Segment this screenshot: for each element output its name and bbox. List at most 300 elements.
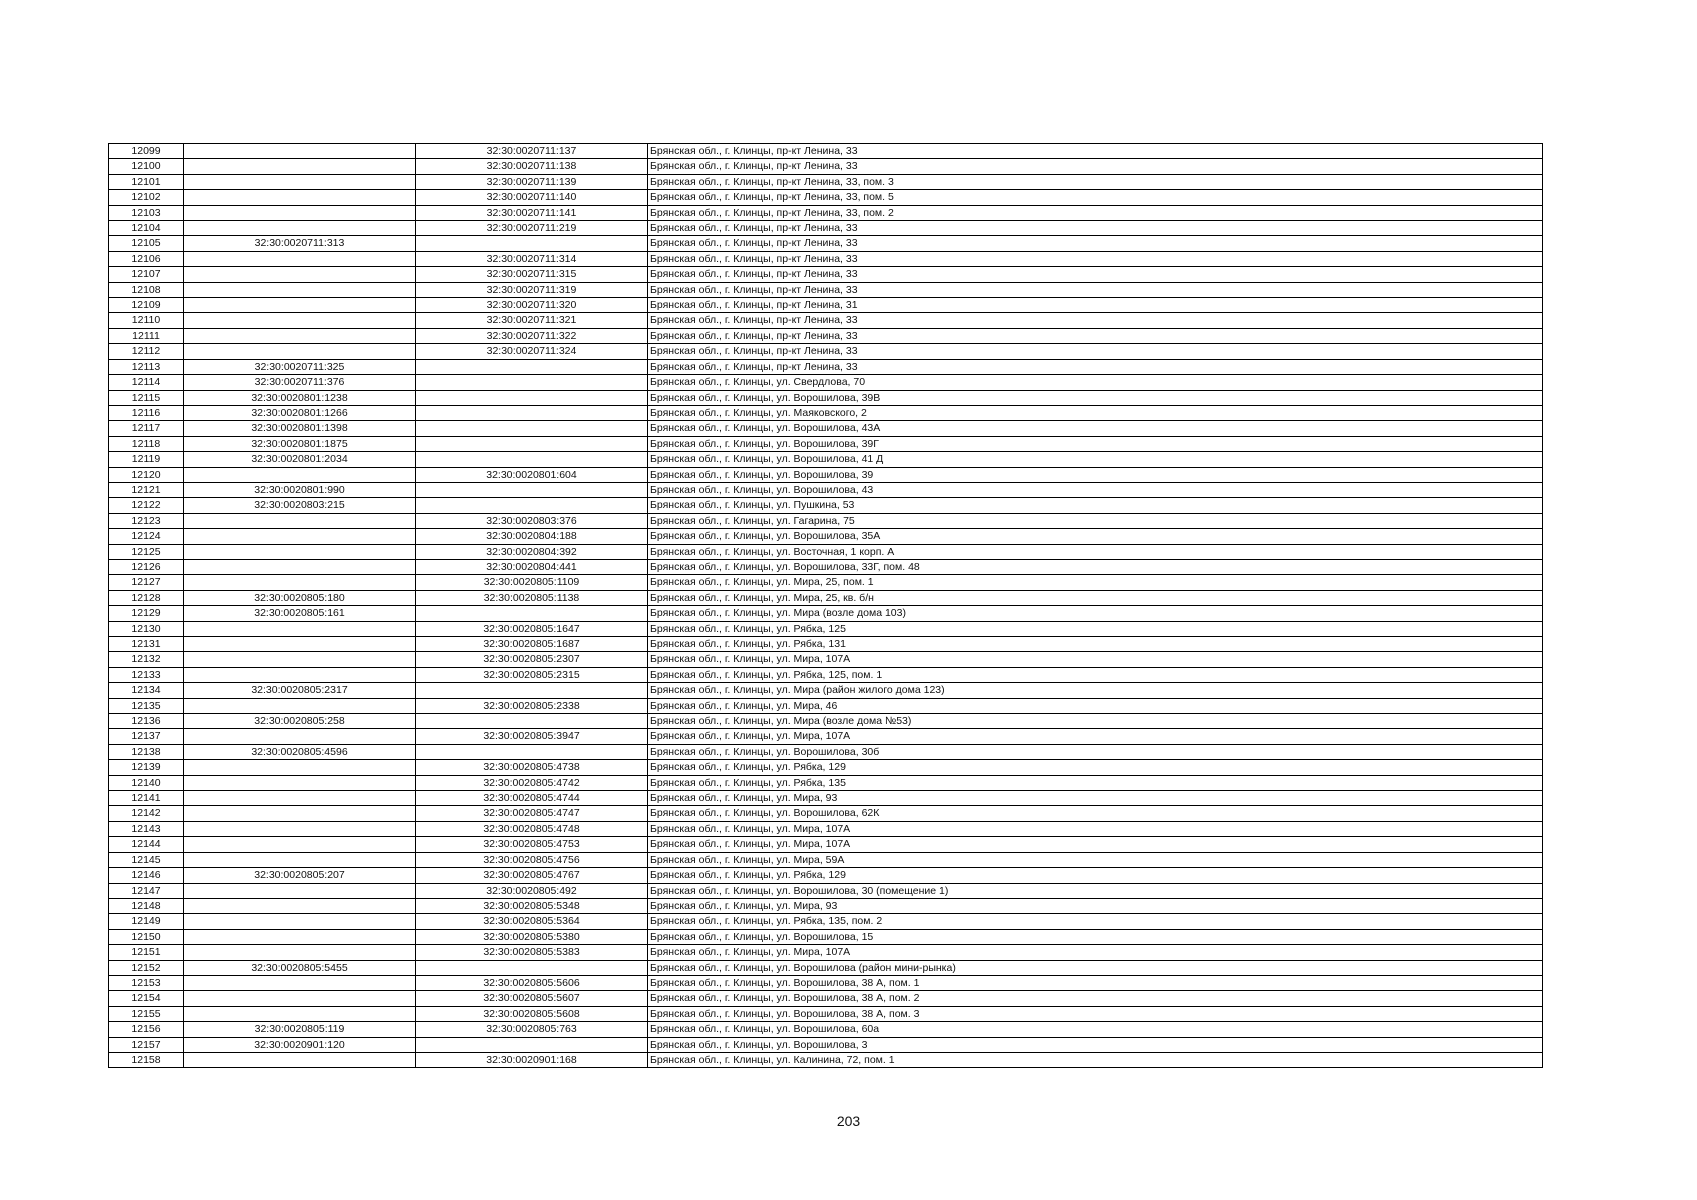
address-cell: Брянская обл., г. Клинцы, пр-кт Ленина, 33 (648, 267, 1543, 282)
address-cell: Брянская обл., г. Клинцы, ул. Мира, 25, пом. 1 (648, 575, 1543, 590)
address-cell: Брянская обл., г. Клинцы, ул. Ворошилова, 43 (648, 482, 1543, 497)
table-row (109, 236, 1543, 251)
table-row (109, 667, 1543, 682)
address-cell: Брянская обл., г. Клинцы, пр-кт Ленина, 33 (648, 282, 1543, 297)
table-row (109, 190, 1543, 205)
object-cadastral-number-cell: 32:30:0020711:320 (416, 298, 648, 313)
row-number-cell: 12111 (109, 328, 184, 343)
object-cadastral-number-cell (416, 744, 648, 759)
object-cadastral-number-cell: 32:30:0020805:4756 (416, 852, 648, 867)
table-row (109, 991, 1543, 1006)
object-cadastral-number-cell: 32:30:0020803:376 (416, 513, 648, 528)
object-cadastral-number-cell: 32:30:0020805:1647 (416, 621, 648, 636)
table-row (109, 698, 1543, 713)
table-row (109, 883, 1543, 898)
row-number-cell: 12127 (109, 575, 184, 590)
row-number-cell: 12141 (109, 791, 184, 806)
object-cadastral-number-cell: 32:30:0020711:319 (416, 282, 648, 297)
object-cadastral-number-cell: 32:30:0020805:1687 (416, 637, 648, 652)
cadastral-number-cell: 32:30:0020805:5455 (184, 960, 416, 975)
cadastral-number-cell (184, 467, 416, 482)
object-cadastral-number-cell: 32:30:0020805:5383 (416, 945, 648, 960)
cadastral-number-cell: 32:30:0020711:376 (184, 375, 416, 390)
table-row (109, 1052, 1543, 1067)
table-row (109, 405, 1543, 420)
row-number-cell: 12120 (109, 467, 184, 482)
row-number-cell: 12139 (109, 760, 184, 775)
address-cell: Брянская обл., г. Клинцы, ул. Рябка, 125, пом. 1 (648, 667, 1543, 682)
row-number-cell: 12100 (109, 159, 184, 174)
cadastral-number-cell (184, 883, 416, 898)
cadastral-number-cell (184, 159, 416, 174)
cadastral-number-cell: 32:30:0020801:1266 (184, 405, 416, 420)
table-row (109, 482, 1543, 497)
cadastral-number-cell (184, 205, 416, 220)
object-cadastral-number-cell: 32:30:0020805:5364 (416, 914, 648, 929)
table-row (109, 513, 1543, 528)
row-number-cell: 12154 (109, 991, 184, 1006)
object-cadastral-number-cell: 32:30:0020711:314 (416, 251, 648, 266)
cadastral-number-cell (184, 975, 416, 990)
row-number-cell: 12131 (109, 637, 184, 652)
address-cell: Брянская обл., г. Клинцы, ул. Ворошилова, 33Г, пом. 48 (648, 559, 1543, 574)
cadastral-number-cell (184, 775, 416, 790)
address-cell: Брянская обл., г. Клинцы, ул. Гагарина, 75 (648, 513, 1543, 528)
cadastral-number-cell (184, 575, 416, 590)
table-row (109, 298, 1543, 313)
object-cadastral-number-cell: 32:30:0020711:138 (416, 159, 648, 174)
address-cell: Брянская обл., г. Клинцы, ул. Рябка, 129 (648, 760, 1543, 775)
cadastral-number-cell (184, 313, 416, 328)
table-row (109, 267, 1543, 282)
registry-table (108, 143, 1543, 1068)
row-number-cell: 12114 (109, 375, 184, 390)
object-cadastral-number-cell (416, 1037, 648, 1052)
cadastral-number-cell (184, 637, 416, 652)
address-cell: Брянская обл., г. Клинцы, ул. Ворошилова, 38 А, пом. 3 (648, 1006, 1543, 1021)
row-number-cell: 12106 (109, 251, 184, 266)
cadastral-number-cell: 32:30:0020805:207 (184, 868, 416, 883)
table-row (109, 837, 1543, 852)
row-number-cell: 12126 (109, 559, 184, 574)
table-row (109, 929, 1543, 944)
cadastral-number-cell: 32:30:0020901:120 (184, 1037, 416, 1052)
address-cell: Брянская обл., г. Клинцы, пр-кт Ленина, 33 (648, 159, 1543, 174)
object-cadastral-number-cell (416, 390, 648, 405)
row-number-cell: 12151 (109, 945, 184, 960)
row-number-cell: 12116 (109, 405, 184, 420)
cadastral-number-cell: 32:30:0020805:258 (184, 714, 416, 729)
address-cell: Брянская обл., г. Клинцы, ул. Ворошилова, 30б (648, 744, 1543, 759)
row-number-cell: 12108 (109, 282, 184, 297)
object-cadastral-number-cell: 32:30:0020805:3947 (416, 729, 648, 744)
object-cadastral-number-cell: 32:30:0020805:1109 (416, 575, 648, 590)
cadastral-number-cell (184, 852, 416, 867)
table-row (109, 159, 1543, 174)
row-number-cell: 12155 (109, 1006, 184, 1021)
table-row (109, 821, 1543, 836)
cadastral-number-cell (184, 806, 416, 821)
address-cell: Брянская обл., г. Клинцы, пр-кт Ленина, 33 (648, 344, 1543, 359)
row-number-cell: 12136 (109, 714, 184, 729)
page-number: 203 (836, 1113, 861, 1129)
table-row (109, 868, 1543, 883)
object-cadastral-number-cell: 32:30:0020805:4744 (416, 791, 648, 806)
object-cadastral-number-cell (416, 482, 648, 497)
object-cadastral-number-cell: 32:30:0020805:4748 (416, 821, 648, 836)
row-number-cell: 12147 (109, 883, 184, 898)
object-cadastral-number-cell: 32:30:0020805:2338 (416, 698, 648, 713)
address-cell: Брянская обл., г. Клинцы, ул. Мира, 46 (648, 698, 1543, 713)
cadastral-number-cell (184, 190, 416, 205)
object-cadastral-number-cell: 32:30:0020805:763 (416, 1022, 648, 1037)
object-cadastral-number-cell (416, 359, 648, 374)
object-cadastral-number-cell (416, 421, 648, 436)
address-cell: Брянская обл., г. Клинцы, ул. Пушкина, 53 (648, 498, 1543, 513)
cadastral-number-cell: 32:30:0020711:325 (184, 359, 416, 374)
row-number-cell: 12138 (109, 744, 184, 759)
row-number-cell: 12130 (109, 621, 184, 636)
cadastral-number-cell (184, 174, 416, 189)
cadastral-number-cell (184, 1006, 416, 1021)
object-cadastral-number-cell: 32:30:0020711:324 (416, 344, 648, 359)
object-cadastral-number-cell: 32:30:0020804:188 (416, 529, 648, 544)
address-cell: Брянская обл., г. Клинцы, ул. Ворошилова, 38 А, пом. 2 (648, 991, 1543, 1006)
cadastral-number-cell (184, 251, 416, 266)
object-cadastral-number-cell: 32:30:0020805:2315 (416, 667, 648, 682)
cadastral-number-cell: 32:30:0020805:161 (184, 606, 416, 621)
cadastral-number-cell: 32:30:0020801:1875 (184, 436, 416, 451)
row-number-cell: 12149 (109, 914, 184, 929)
address-cell: Брянская обл., г. Клинцы, ул. Мира, 107А (648, 652, 1543, 667)
row-number-cell: 12105 (109, 236, 184, 251)
address-cell: Брянская обл., г. Клинцы, пр-кт Ленина, 33 (648, 359, 1543, 374)
table-row (109, 359, 1543, 374)
object-cadastral-number-cell (416, 405, 648, 420)
table-row (109, 683, 1543, 698)
table-row (109, 313, 1543, 328)
address-cell: Брянская обл., г. Клинцы, ул. Мира, 59А (648, 852, 1543, 867)
address-cell: Брянская обл., г. Клинцы, ул. Мира (возле дома №53) (648, 714, 1543, 729)
table-row (109, 1006, 1543, 1021)
table-row (109, 205, 1543, 220)
cadastral-number-cell (184, 945, 416, 960)
table-row (109, 775, 1543, 790)
address-cell: Брянская обл., г. Клинцы, ул. Мира, 25, кв. б/н (648, 590, 1543, 605)
cadastral-number-cell (184, 221, 416, 236)
object-cadastral-number-cell: 32:30:0020805:1138 (416, 590, 648, 605)
cadastral-number-cell: 32:30:0020801:1238 (184, 390, 416, 405)
table-row (109, 590, 1543, 605)
object-cadastral-number-cell (416, 236, 648, 251)
address-cell: Брянская обл., г. Клинцы, пр-кт Ленина, 33 (648, 328, 1543, 343)
table-row (109, 344, 1543, 359)
cadastral-number-cell: 32:30:0020805:2317 (184, 683, 416, 698)
table-row (109, 806, 1543, 821)
cadastral-number-cell: 32:30:0020801:990 (184, 482, 416, 497)
row-number-cell: 12135 (109, 698, 184, 713)
cadastral-number-cell (184, 914, 416, 929)
object-cadastral-number-cell: 32:30:0020711:140 (416, 190, 648, 205)
row-number-cell: 12145 (109, 852, 184, 867)
table-row (109, 714, 1543, 729)
row-number-cell: 12156 (109, 1022, 184, 1037)
address-cell: Брянская обл., г. Клинцы, ул. Мира, 107А (648, 945, 1543, 960)
row-number-cell: 12150 (109, 929, 184, 944)
row-number-cell: 12144 (109, 837, 184, 852)
address-cell: Брянская обл., г. Клинцы, ул. Ворошилова, 35А (648, 529, 1543, 544)
row-number-cell: 12158 (109, 1052, 184, 1067)
address-cell: Брянская обл., г. Клинцы, пр-кт Ленина, 33 (648, 236, 1543, 251)
row-number-cell: 12107 (109, 267, 184, 282)
table-row (109, 144, 1543, 159)
table-row (109, 452, 1543, 467)
cadastral-number-cell (184, 698, 416, 713)
table-row (109, 744, 1543, 759)
row-number-cell: 12121 (109, 482, 184, 497)
row-number-cell: 12153 (109, 975, 184, 990)
row-number-cell: 12117 (109, 421, 184, 436)
object-cadastral-number-cell: 32:30:0020711:219 (416, 221, 648, 236)
row-number-cell: 12104 (109, 221, 184, 236)
address-cell: Брянская обл., г. Клинцы, ул. Рябка, 125 (648, 621, 1543, 636)
cadastral-number-cell: 32:30:0020805:180 (184, 590, 416, 605)
address-cell: Брянская обл., г. Клинцы, ул. Ворошилова, 30 (помещение 1) (648, 883, 1543, 898)
object-cadastral-number-cell: 32:30:0020804:392 (416, 544, 648, 559)
cadastral-number-cell (184, 298, 416, 313)
table-row (109, 791, 1543, 806)
object-cadastral-number-cell: 32:30:0020805:2307 (416, 652, 648, 667)
object-cadastral-number-cell: 32:30:0020901:168 (416, 1052, 648, 1067)
registry-table-body (109, 144, 1543, 1068)
object-cadastral-number-cell (416, 436, 648, 451)
table-row (109, 898, 1543, 913)
address-cell: Брянская обл., г. Клинцы, ул. Ворошилова (район мини-рынка) (648, 960, 1543, 975)
cadastral-number-cell (184, 621, 416, 636)
table-row (109, 975, 1543, 990)
address-cell: Брянская обл., г. Клинцы, ул. Калинина, 72, пом. 1 (648, 1052, 1543, 1067)
object-cadastral-number-cell: 32:30:0020711:315 (416, 267, 648, 282)
table-row (109, 544, 1543, 559)
object-cadastral-number-cell (416, 714, 648, 729)
row-number-cell: 12152 (109, 960, 184, 975)
address-cell: Брянская обл., г. Клинцы, пр-кт Ленина, 33 (648, 313, 1543, 328)
object-cadastral-number-cell: 32:30:0020805:4747 (416, 806, 648, 821)
address-cell: Брянская обл., г. Клинцы, пр-кт Ленина, 33 (648, 221, 1543, 236)
row-number-cell: 12119 (109, 452, 184, 467)
cadastral-number-cell (184, 282, 416, 297)
object-cadastral-number-cell: 32:30:0020711:141 (416, 205, 648, 220)
address-cell: Брянская обл., г. Клинцы, ул. Мира (район жилого дома 123) (648, 683, 1543, 698)
object-cadastral-number-cell: 32:30:0020711:137 (416, 144, 648, 159)
object-cadastral-number-cell: 32:30:0020805:4738 (416, 760, 648, 775)
row-number-cell: 12125 (109, 544, 184, 559)
address-cell: Брянская обл., г. Клинцы, ул. Ворошилова, 39Г (648, 436, 1543, 451)
table-row (109, 251, 1543, 266)
cadastral-number-cell (184, 667, 416, 682)
address-cell: Брянская обл., г. Клинцы, ул. Мира, 93 (648, 898, 1543, 913)
table-row (109, 498, 1543, 513)
object-cadastral-number-cell: 32:30:0020805:4767 (416, 868, 648, 883)
row-number-cell: 12103 (109, 205, 184, 220)
object-cadastral-number-cell: 32:30:0020804:441 (416, 559, 648, 574)
address-cell: Брянская обл., г. Клинцы, ул. Мира, 107А (648, 729, 1543, 744)
cadastral-number-cell (184, 529, 416, 544)
table-row (109, 960, 1543, 975)
cadastral-number-cell (184, 544, 416, 559)
cadastral-number-cell (184, 513, 416, 528)
table-row (109, 421, 1543, 436)
row-number-cell: 12137 (109, 729, 184, 744)
table-row (109, 390, 1543, 405)
row-number-cell: 12140 (109, 775, 184, 790)
address-cell: Брянская обл., г. Клинцы, пр-кт Ленина, 33 (648, 251, 1543, 266)
row-number-cell: 12132 (109, 652, 184, 667)
address-cell: Брянская обл., г. Клинцы, ул. Ворошилова, 39 (648, 467, 1543, 482)
table-row (109, 282, 1543, 297)
row-number-cell: 12148 (109, 898, 184, 913)
address-cell: Брянская обл., г. Клинцы, пр-кт Ленина, 33, пом. 2 (648, 205, 1543, 220)
row-number-cell: 12124 (109, 529, 184, 544)
table-row (109, 174, 1543, 189)
cadastral-number-cell: 32:30:0020801:2034 (184, 452, 416, 467)
cadastral-number-cell (184, 729, 416, 744)
object-cadastral-number-cell (416, 960, 648, 975)
address-cell: Брянская обл., г. Клинцы, ул. Ворошилова, 3 (648, 1037, 1543, 1052)
object-cadastral-number-cell: 32:30:0020805:5348 (416, 898, 648, 913)
address-cell: Брянская обл., г. Клинцы, ул. Ворошилова, 38 А, пом. 1 (648, 975, 1543, 990)
object-cadastral-number-cell: 32:30:0020805:4742 (416, 775, 648, 790)
address-cell: Брянская обл., г. Клинцы, ул. Ворошилова, 43А (648, 421, 1543, 436)
object-cadastral-number-cell (416, 375, 648, 390)
cadastral-number-cell (184, 144, 416, 159)
address-cell: Брянская обл., г. Клинцы, ул. Рябка, 135 (648, 775, 1543, 790)
row-number-cell: 12133 (109, 667, 184, 682)
cadastral-number-cell (184, 344, 416, 359)
table-row (109, 1022, 1543, 1037)
row-number-cell: 12123 (109, 513, 184, 528)
table-row (109, 637, 1543, 652)
table-row (109, 467, 1543, 482)
table-row (109, 328, 1543, 343)
table-row (109, 529, 1543, 544)
table-row (109, 559, 1543, 574)
object-cadastral-number-cell: 32:30:0020805:5608 (416, 1006, 648, 1021)
table-row (109, 1037, 1543, 1052)
address-cell: Брянская обл., г. Клинцы, ул. Ворошилова, 60а (648, 1022, 1543, 1037)
cadastral-number-cell (184, 991, 416, 1006)
cadastral-number-cell (184, 791, 416, 806)
address-cell: Брянская обл., г. Клинцы, ул. Восточная, 1 корп. А (648, 544, 1543, 559)
row-number-cell: 12115 (109, 390, 184, 405)
object-cadastral-number-cell: 32:30:0020805:5380 (416, 929, 648, 944)
cadastral-number-cell (184, 267, 416, 282)
object-cadastral-number-cell (416, 452, 648, 467)
cadastral-number-cell (184, 328, 416, 343)
table-row (109, 914, 1543, 929)
cadastral-number-cell: 32:30:0020805:4596 (184, 744, 416, 759)
row-number-cell: 12128 (109, 590, 184, 605)
object-cadastral-number-cell: 32:30:0020805:4753 (416, 837, 648, 852)
address-cell: Брянская обл., г. Клинцы, ул. Мира, 107А (648, 821, 1543, 836)
object-cadastral-number-cell: 32:30:0020711:321 (416, 313, 648, 328)
object-cadastral-number-cell: 32:30:0020711:322 (416, 328, 648, 343)
cadastral-number-cell (184, 760, 416, 775)
row-number-cell: 12118 (109, 436, 184, 451)
object-cadastral-number-cell: 32:30:0020805:5606 (416, 975, 648, 990)
table-row (109, 221, 1543, 236)
object-cadastral-number-cell (416, 498, 648, 513)
object-cadastral-number-cell (416, 606, 648, 621)
cadastral-number-cell (184, 652, 416, 667)
cadastral-number-cell: 32:30:0020711:313 (184, 236, 416, 251)
row-number-cell: 12112 (109, 344, 184, 359)
cadastral-number-cell (184, 929, 416, 944)
object-cadastral-number-cell (416, 683, 648, 698)
row-number-cell: 12109 (109, 298, 184, 313)
cadastral-number-cell: 32:30:0020801:1398 (184, 421, 416, 436)
row-number-cell: 12122 (109, 498, 184, 513)
address-cell: Брянская обл., г. Клинцы, ул. Ворошилова, 39В (648, 390, 1543, 405)
address-cell: Брянская обл., г. Клинцы, пр-кт Ленина, 33, пом. 5 (648, 190, 1543, 205)
cadastral-number-cell: 32:30:0020803:215 (184, 498, 416, 513)
row-number-cell: 12113 (109, 359, 184, 374)
address-cell: Брянская обл., г. Клинцы, ул. Мира (возле дома 103) (648, 606, 1543, 621)
row-number-cell: 12143 (109, 821, 184, 836)
cadastral-number-cell (184, 821, 416, 836)
table-row (109, 575, 1543, 590)
row-number-cell: 12102 (109, 190, 184, 205)
address-cell: Брянская обл., г. Клинцы, ул. Мира, 107А (648, 837, 1543, 852)
table-row (109, 729, 1543, 744)
table-row (109, 652, 1543, 667)
row-number-cell: 12157 (109, 1037, 184, 1052)
table-row (109, 436, 1543, 451)
row-number-cell: 12101 (109, 174, 184, 189)
table-row (109, 760, 1543, 775)
table-row (109, 375, 1543, 390)
object-cadastral-number-cell: 32:30:0020805:5607 (416, 991, 648, 1006)
object-cadastral-number-cell: 32:30:0020801:604 (416, 467, 648, 482)
address-cell: Брянская обл., г. Клинцы, ул. Ворошилова, 41 Д (648, 452, 1543, 467)
row-number-cell: 12134 (109, 683, 184, 698)
address-cell: Брянская обл., г. Клинцы, ул. Маяковского, 2 (648, 405, 1543, 420)
row-number-cell: 12110 (109, 313, 184, 328)
address-cell: Брянская обл., г. Клинцы, пр-кт Ленина, 31 (648, 298, 1543, 313)
row-number-cell: 12146 (109, 868, 184, 883)
cadastral-number-cell (184, 559, 416, 574)
row-number-cell: 12142 (109, 806, 184, 821)
address-cell: Брянская обл., г. Клинцы, ул. Свердлова, 70 (648, 375, 1543, 390)
table-row (109, 621, 1543, 636)
cadastral-number-cell: 32:30:0020805:119 (184, 1022, 416, 1037)
cadastral-number-cell (184, 1052, 416, 1067)
address-cell: Брянская обл., г. Клинцы, пр-кт Ленина, 33, пом. 3 (648, 174, 1543, 189)
object-cadastral-number-cell: 32:30:0020711:139 (416, 174, 648, 189)
table-row (109, 945, 1543, 960)
object-cadastral-number-cell: 32:30:0020805:492 (416, 883, 648, 898)
table-row (109, 852, 1543, 867)
cadastral-number-cell (184, 837, 416, 852)
address-cell: Брянская обл., г. Клинцы, ул. Ворошилова, 62К (648, 806, 1543, 821)
cadastral-number-cell (184, 898, 416, 913)
address-cell: Брянская обл., г. Клинцы, ул. Рябка, 129 (648, 868, 1543, 883)
address-cell: Брянская обл., г. Клинцы, ул. Мира, 93 (648, 791, 1543, 806)
address-cell: Брянская обл., г. Клинцы, пр-кт Ленина, 33 (648, 144, 1543, 159)
row-number-cell: 12129 (109, 606, 184, 621)
table-row (109, 606, 1543, 621)
address-cell: Брянская обл., г. Клинцы, ул. Рябка, 131 (648, 637, 1543, 652)
